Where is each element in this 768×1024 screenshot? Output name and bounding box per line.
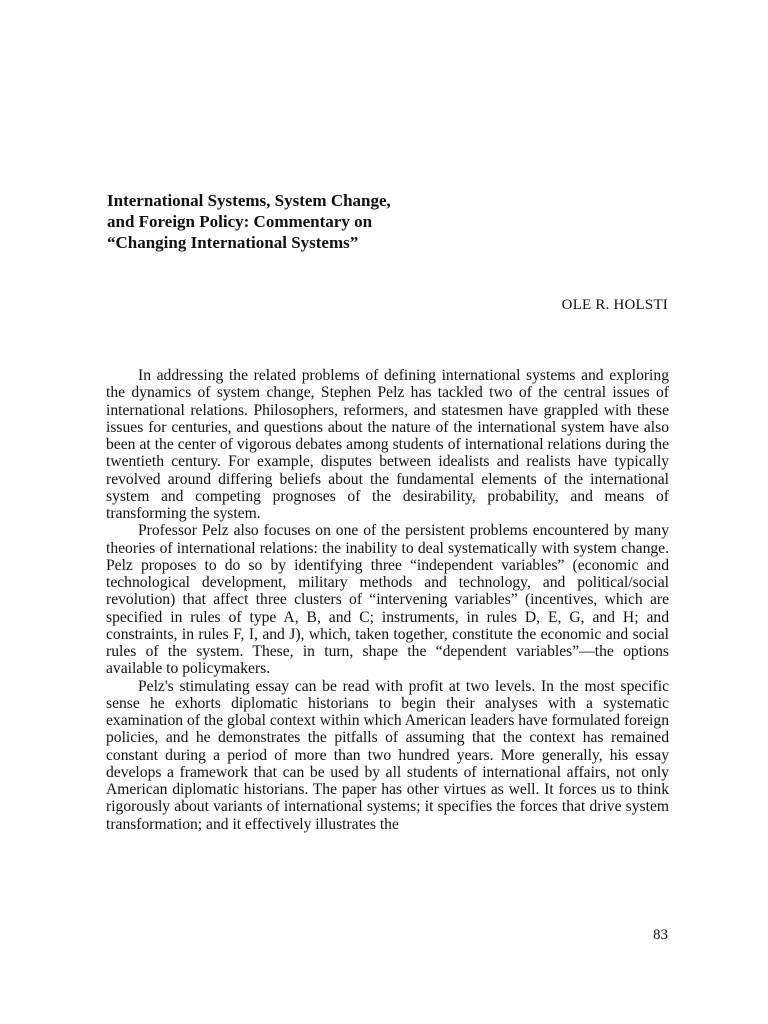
author-name: OLE R. HOLSTI bbox=[561, 297, 668, 313]
body-paragraph: Pelz's stimulating essay can be read with profit at two levels. In the most specific sense he exhorts diplomatic historians to begin their analyses with a systematic examination of the global context within which American leaders have formulated foreign policies, and he demonstrates the pitfalls of assuming that the context has remained constant during a period of more than two hundred years. More generally, his essay develops a framework that can be used by all students of international affairs, not only American diplomatic historians. The paper has other virtues as well. It forces us to think rigorously about variants of international systems; it specifies the forces that drive system transformation; and it effectively illustrates the bbox=[106, 677, 669, 833]
body-paragraph: Professor Pelz also focuses on one of the persistent problems encountered by many theories of international relations: the inability to deal systematically with system change. Pelz proposes to do so by identifying three “independent variables” (economic and technological development, military methods and technology, and political/social revolution) that affect three clusters of “intervening variables” (incentives, which are specified in rules of type A, B, and C; instruments, in rules D, E, G, and H; and constraints, in rules F, I, and J), which, taken together, constitute the economic and social rules of the system. These, in turn, shape the “dependent variables”—the options available to policymakers. bbox=[106, 522, 669, 678]
article-title-line: and Foreign Policy: Commentary on bbox=[107, 212, 373, 231]
article-body bbox=[106, 367, 669, 833]
page-number: 83 bbox=[653, 927, 668, 943]
article-title-line: “Changing International Systems” bbox=[107, 233, 359, 252]
body-paragraph: In addressing the related problems of defining international systems and exploring the dynamics of system change, Stephen Pelz has tackled two of the central issues of international relations. Philosophers, reformers, and statesmen have grappled with these issues for centuries, and questions about the nature of the international system have also been at the center of vigorous debates among students of international relations during the twentieth century. For example, disputes between idealists and realists have typically revolved around differing beliefs about the fundamental elements of the international system and competing prognoses of the desirability, probability, and means of transforming the system. bbox=[106, 367, 669, 522]
article-title bbox=[107, 190, 527, 253]
article-title-line: International Systems, System Change, bbox=[107, 191, 391, 210]
